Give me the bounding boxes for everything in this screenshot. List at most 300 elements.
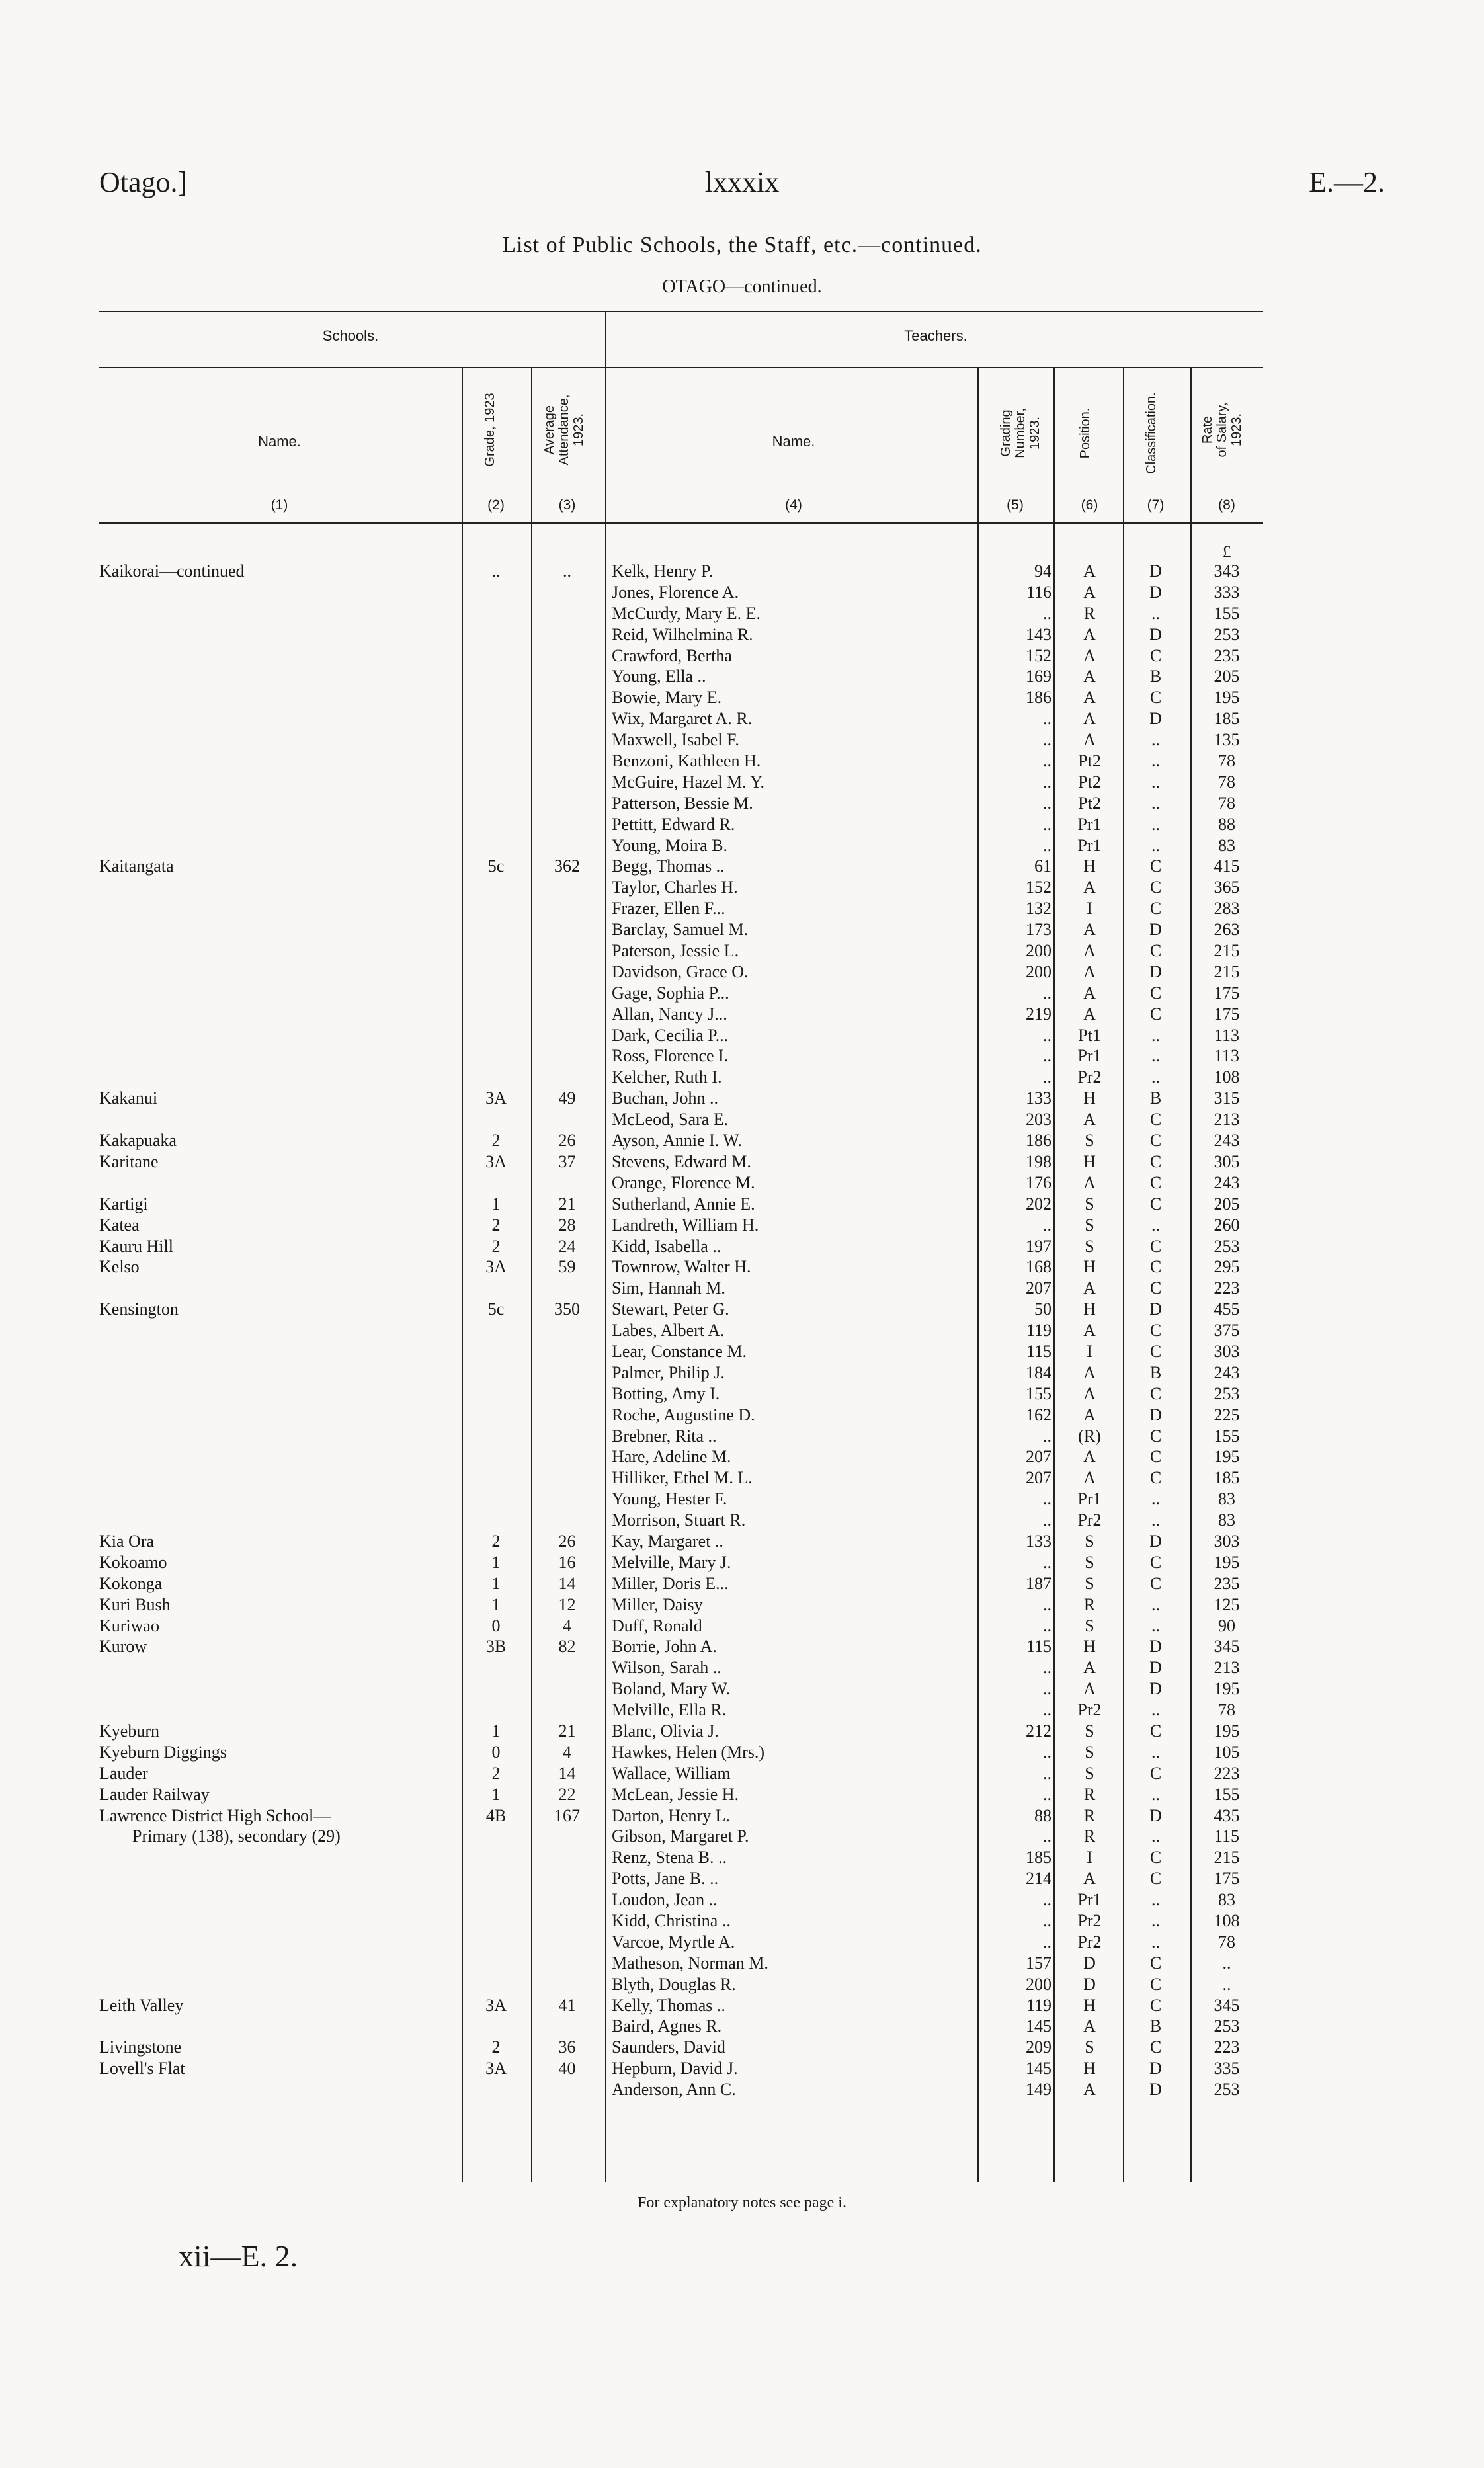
position-cell: S [1085,1573,1094,1593]
table-row [0,962,1484,983]
salary-cell: 215 [1214,941,1240,961]
col-position: Position. [1078,407,1092,459]
grading-number: .. [1043,1426,1051,1446]
group-rule [99,367,1263,368]
teacher-name: Sim, Hannah M. [612,1278,725,1298]
teacher-name: Taylor, Charles H. [612,878,738,897]
grading-number: 152 [1026,645,1051,665]
position-cell: A [1083,624,1096,644]
classification-cell: .. [1151,1489,1160,1509]
school-name: Lawrence District High School— [99,1805,331,1825]
teacher-name: Stevens, Edward M. [612,1151,751,1171]
grading-number: .. [1043,1890,1051,1910]
salary-cell: 205 [1214,667,1240,686]
table-row [0,856,1484,877]
grading-number: .. [1043,1742,1051,1762]
classification-cell: C [1149,1763,1162,1783]
table-row [0,1426,1484,1447]
header-left: Otago.] [99,166,188,198]
grading-number: 157 [1026,1953,1051,1973]
classification-cell: C [1149,878,1162,897]
salary-cell: 83 [1218,1890,1235,1910]
classification-cell: D [1149,1658,1162,1678]
position-cell: Pr1 [1077,814,1102,834]
teacher-name: Orange, Florence M. [612,1172,755,1192]
salary-cell: 185 [1214,709,1240,729]
teacher-name: Hepburn, David J. [612,2059,738,2078]
teacher-name: McCurdy, Mary E. E. [612,603,761,623]
position-cell: Pr1 [1077,1046,1102,1066]
table-row [0,1278,1484,1299]
classification-cell: .. [1151,1616,1160,1635]
grade-cell: 3A [485,1257,507,1277]
grading-number: .. [1043,1784,1051,1804]
school-name: Kokoamo [99,1552,167,1572]
teacher-name: Miller, Doris E... [612,1573,729,1593]
table-row [0,1151,1484,1172]
teacher-name: Borrie, John A. [612,1637,717,1657]
classification-cell: C [1149,1447,1162,1467]
grading-number: 119 [1026,1995,1051,2015]
teacher-name: Begg, Thomas .. [612,856,725,876]
school-name: Leith Valley [99,1995,184,2015]
teacher-name: Matheson, Norman M. [612,1953,768,1973]
attendance-cell: 24 [558,1236,576,1256]
grading-number: 202 [1026,1194,1051,1213]
grading-number: .. [1043,1594,1051,1614]
classification-cell: C [1149,1552,1162,1572]
header-right: E.—2. [1309,166,1385,198]
teacher-name: Brebner, Rita .. [612,1426,717,1446]
teacher-name: Anderson, Ann C. [612,2080,736,2100]
salary-cell: 83 [1218,1510,1235,1530]
classification-cell: C [1149,688,1162,708]
grade-cell: 1 [491,1721,501,1741]
position-cell: R [1083,603,1096,623]
salary-cell: 455 [1214,1299,1240,1319]
classification-cell: C [1149,983,1162,1003]
position-cell: A [1083,1383,1096,1403]
grade-cell: .. [491,561,501,581]
grade-cell: 1 [491,1552,501,1572]
position-cell: A [1083,1468,1096,1488]
position-cell: A [1083,1658,1096,1678]
classification-cell: C [1149,2037,1162,2057]
teacher-name: McGuire, Hazel M. Y. [612,772,765,792]
salary-cell: 205 [1214,1194,1240,1213]
table-row [0,983,1484,1004]
teacher-name: Benzoni, Kathleen H. [612,751,761,771]
grading-number: 133 [1026,1089,1051,1108]
table-row [0,1531,1484,1552]
teacher-name: Crawford, Bertha [612,645,732,665]
position-cell: Pr2 [1077,1700,1102,1720]
table-row [0,687,1484,708]
position-cell: H [1083,1995,1096,2015]
position-cell: A [1083,1110,1096,1130]
school-name: Katea [99,1215,140,1235]
position-cell: A [1083,1405,1096,1424]
currency-symbol: £ [1222,542,1231,561]
classification-cell: C [1149,1426,1162,1446]
classification-cell: .. [1151,751,1160,771]
classification-cell: C [1149,1721,1162,1741]
table-row [0,1067,1484,1088]
position-cell: S [1085,1131,1094,1151]
grading-number: 115 [1026,1341,1051,1361]
table-row [0,1046,1484,1067]
position-cell: I [1087,1848,1092,1868]
grading-number: 212 [1026,1721,1051,1741]
position-cell: H [1083,1089,1096,1108]
position-cell: A [1083,920,1096,940]
classification-cell: D [1149,1805,1162,1825]
salary-cell: 78 [1218,1932,1235,1952]
teacher-name: Blanc, Olivia J. [612,1721,719,1741]
school-name: Kia Ora [99,1531,155,1551]
grading-number: 207 [1026,1468,1051,1488]
grading-number: .. [1043,1700,1051,1720]
table-row [0,1362,1484,1383]
salary-cell: 303 [1214,1341,1240,1361]
teacher-name: Hawkes, Helen (Mrs.) [612,1742,765,1762]
grading-number: 187 [1026,1573,1051,1593]
position-cell: Pt2 [1078,772,1101,792]
salary-cell: 185 [1214,1468,1240,1488]
grading-number: 169 [1026,667,1051,686]
grading-number: 168 [1026,1257,1051,1277]
position-cell: A [1083,878,1096,897]
salary-cell: 225 [1214,1405,1240,1424]
attendance-cell: 350 [554,1299,580,1319]
grading-number: .. [1043,751,1051,771]
grading-number: .. [1043,709,1051,729]
position-cell: A [1083,667,1096,686]
classification-cell: C [1149,1995,1162,2015]
teacher-name: Palmer, Philip J. [612,1362,725,1382]
salary-cell: 260 [1214,1215,1240,1235]
school-name: Kartigi [99,1194,148,1213]
classification-cell: C [1149,1257,1162,1277]
attendance-cell: 28 [558,1215,576,1235]
attendance-cell: 41 [558,1995,576,2015]
classification-cell: C [1149,1341,1162,1361]
grading-number: 143 [1026,624,1051,644]
school-name: Kuriwao [99,1616,159,1635]
attendance-cell: .. [563,561,571,581]
classification-cell: .. [1151,730,1160,750]
salary-cell: 90 [1218,1616,1235,1635]
page-number: lxxxix [704,166,780,198]
classification-cell: D [1149,582,1162,602]
teacher-name: Young, Hester F. [612,1489,727,1509]
table-row [0,1932,1484,1953]
grading-number: .. [1043,1067,1051,1087]
teacher-name: McLeod, Sara E. [612,1110,729,1130]
table-row [0,1130,1484,1151]
teacher-name: Gibson, Margaret P. [612,1827,749,1846]
classification-cell: C [1149,1383,1162,1403]
salary-cell: 105 [1214,1742,1240,1762]
position-cell: Pt2 [1078,751,1101,771]
salary-cell: .. [1222,1953,1231,1973]
table-row [0,898,1484,919]
grading-number: 94 [1034,561,1051,581]
salary-cell: 243 [1214,1172,1240,1192]
classification-cell: C [1149,1278,1162,1298]
grading-number: .. [1043,1763,1051,1783]
grading-number: 200 [1026,941,1051,961]
salary-cell: 113 [1214,1025,1240,1045]
teacher-name: Kelk, Henry P. [612,561,714,581]
teacher-name: Allan, Nancy J... [612,1004,727,1024]
salary-cell: 213 [1214,1110,1240,1130]
position-cell: S [1085,1763,1094,1783]
grading-number: 155 [1026,1383,1051,1403]
grade-cell: 2 [491,1763,501,1783]
table-row [0,1320,1484,1341]
salary-cell: 315 [1214,1089,1240,1108]
colnum-4: (4) [785,497,802,513]
teacher-name: Lear, Constance M. [612,1341,747,1361]
table-row [0,1700,1484,1721]
school-name: Kyeburn [99,1721,159,1741]
table-row [0,751,1484,772]
classification-cell: C [1149,1236,1162,1256]
attendance-cell: 59 [558,1257,576,1277]
classification-cell: .. [1151,1784,1160,1804]
classification-cell: D [1149,2059,1162,2078]
attendance-cell: 36 [558,2037,576,2057]
classification-cell: C [1149,1151,1162,1171]
classification-cell: D [1149,624,1162,644]
grading-number: 133 [1026,1531,1051,1551]
salary-cell: 195 [1214,1552,1240,1572]
position-cell: A [1083,688,1096,708]
salary-cell: 108 [1214,1911,1240,1930]
classification-cell: D [1149,1637,1162,1657]
position-cell: Pr2 [1077,1510,1102,1530]
attendance-cell: 167 [554,1805,580,1825]
teacher-name: Dark, Cecilia P... [612,1025,729,1045]
grading-number: .. [1043,730,1051,750]
classification-cell: .. [1151,1827,1160,1846]
table-row [0,814,1484,835]
classification-cell: B [1149,2016,1162,2036]
classification-cell: .. [1151,814,1160,834]
school-name: Kuri Bush [99,1594,171,1614]
attendance-cell: 14 [558,1573,576,1593]
table-row [0,1573,1484,1594]
salary-cell: 375 [1214,1321,1240,1340]
position-cell: R [1083,1594,1096,1614]
teacher-name: Miller, Daisy [612,1594,703,1614]
table-row [0,1194,1484,1215]
salary-cell: 195 [1214,1447,1240,1467]
grading-number: .. [1043,1911,1051,1930]
salary-cell: 115 [1214,1827,1240,1846]
classification-cell: C [1149,1974,1162,1994]
salary-cell: 155 [1214,1426,1240,1446]
position-cell: A [1083,2016,1096,2036]
table-row [0,1826,1484,1847]
col-rate: Rate of Salary, 1923. [1200,402,1244,458]
salary-cell: 125 [1214,1594,1240,1614]
teacher-name: Kelcher, Ruth I. [612,1067,722,1087]
table-row [0,1552,1484,1573]
position-cell: D [1083,1974,1096,1994]
position-cell: Pr1 [1077,835,1102,855]
school-name: Kauru Hill [99,1236,173,1256]
salary-cell: 195 [1214,1721,1240,1741]
grading-number: 152 [1026,878,1051,897]
classification-cell: .. [1151,1932,1160,1952]
grade-cell: 0 [491,1742,501,1762]
salary-cell: 83 [1218,1489,1235,1509]
teacher-name: Sutherland, Annie E. [612,1194,755,1213]
grading-number: 203 [1026,1110,1051,1130]
classification-cell: .. [1151,1046,1160,1066]
grading-number: 197 [1026,1236,1051,1256]
salary-cell: 223 [1214,2037,1240,2057]
teacher-name: Wix, Margaret A. R. [612,709,753,729]
table-row [0,1299,1484,1320]
position-cell: A [1083,1679,1096,1699]
grading-number: .. [1043,1510,1051,1530]
table-row [0,1594,1484,1616]
teacher-name: Kay, Margaret .. [612,1531,723,1551]
table-row [0,1341,1484,1362]
salary-cell: 223 [1214,1278,1240,1298]
teacher-name: Pettitt, Edward R. [612,814,735,834]
teacher-name: Darton, Henry L. [612,1805,731,1825]
salary-cell: 175 [1214,983,1240,1003]
teacher-name: Townrow, Walter H. [612,1257,751,1277]
table-row [0,1847,1484,1868]
teacher-name: Davidson, Grace O. [612,962,749,981]
classification-cell: .. [1151,793,1160,813]
table-row [0,772,1484,793]
table-row [0,1467,1484,1489]
grading-number: .. [1043,1046,1051,1066]
table-row [0,1215,1484,1236]
grade-cell: 1 [491,1594,501,1614]
attendance-cell: 26 [558,1531,576,1551]
attendance-cell: 37 [558,1151,576,1171]
position-cell: Pr1 [1077,1489,1102,1509]
position-cell: I [1087,899,1092,919]
teacher-name: Young, Moira B. [612,835,728,855]
classification-cell: D [1149,920,1162,940]
school-name: Kokonga [99,1573,163,1593]
grade-cell: 2 [491,1236,501,1256]
grade-cell: 0 [491,1616,501,1635]
teacher-name: Hilliker, Ethel M. L. [612,1468,753,1488]
table-row [0,1805,1484,1827]
salary-cell: 175 [1214,1004,1240,1024]
classification-cell: C [1149,645,1162,665]
salary-cell: 235 [1214,645,1240,665]
attendance-cell: 14 [558,1763,576,1783]
classification-cell: C [1149,1953,1162,1973]
grade-cell: 1 [491,1784,501,1804]
teacher-name: Kidd, Christina .. [612,1911,731,1930]
grading-number: 115 [1026,1637,1051,1657]
grading-number: .. [1043,1489,1051,1509]
teacher-name: Landreth, William H. [612,1215,759,1235]
position-cell: S [1085,2037,1094,2057]
teacher-name: Bowie, Mary E. [612,688,722,708]
position-cell: A [1083,730,1096,750]
position-cell: Pt1 [1078,1025,1101,1045]
col-classification: Classification. [1144,392,1159,474]
teacher-name: Frazer, Ellen F... [612,899,725,919]
teacher-name: Roche, Augustine D. [612,1405,755,1424]
grading-number: .. [1043,983,1051,1003]
header-bottom-rule [99,522,1263,524]
table-row [0,2037,1484,2058]
teacher-name: Morrison, Stuart R. [612,1510,746,1530]
grading-number: 162 [1026,1405,1051,1424]
teacher-name: Blyth, Douglas R. [612,1974,736,1994]
table-row [0,1489,1484,1510]
classification-cell: C [1149,1848,1162,1868]
grading-number: .. [1043,603,1051,623]
group-schools: Schools. [322,327,379,344]
position-cell: A [1083,1447,1096,1467]
grading-number: 207 [1026,1447,1051,1467]
grading-number: 149 [1026,2080,1051,2100]
classification-cell: .. [1151,1890,1160,1910]
attendance-cell: 49 [558,1089,576,1108]
grade-cell: 2 [491,1531,501,1551]
grading-number: .. [1043,1827,1051,1846]
classification-cell: C [1149,941,1162,961]
table-row [0,1657,1484,1678]
teacher-name: Duff, Ronald [612,1616,702,1635]
grading-number: .. [1043,1616,1051,1635]
classification-cell: B [1149,667,1162,686]
position-cell: S [1085,1742,1094,1762]
salary-cell: 223 [1214,1763,1240,1783]
teacher-name: Hare, Adeline M. [612,1447,731,1467]
salary-cell: 365 [1214,878,1240,897]
position-cell: Pr2 [1077,1067,1102,1087]
salary-cell: 155 [1214,603,1240,623]
grading-number: .. [1043,793,1051,813]
grading-number: 61 [1034,856,1051,876]
grading-number: .. [1043,1932,1051,1952]
table-row [0,1510,1484,1531]
school-name: Kakanui [99,1089,158,1108]
school-name: Kakapuaka [99,1131,177,1151]
attendance-cell: 4 [563,1616,571,1635]
teacher-name: Renz, Stena B. .. [612,1848,727,1868]
colnum-5: (5) [1007,497,1024,513]
table-row [0,708,1484,729]
position-cell: Pt2 [1078,793,1101,813]
salary-cell: 343 [1214,561,1240,581]
grade-cell: 5c [487,1299,505,1319]
salary-cell: 83 [1218,835,1235,855]
salary-cell: 305 [1214,1151,1240,1171]
teacher-name: Labes, Albert A. [612,1321,725,1340]
position-cell: S [1085,1616,1094,1635]
school-name: Kurow [99,1637,147,1657]
salary-cell: 195 [1214,688,1240,708]
teacher-name: Varcoe, Myrtle A. [612,1932,735,1952]
position-cell: A [1083,983,1096,1003]
